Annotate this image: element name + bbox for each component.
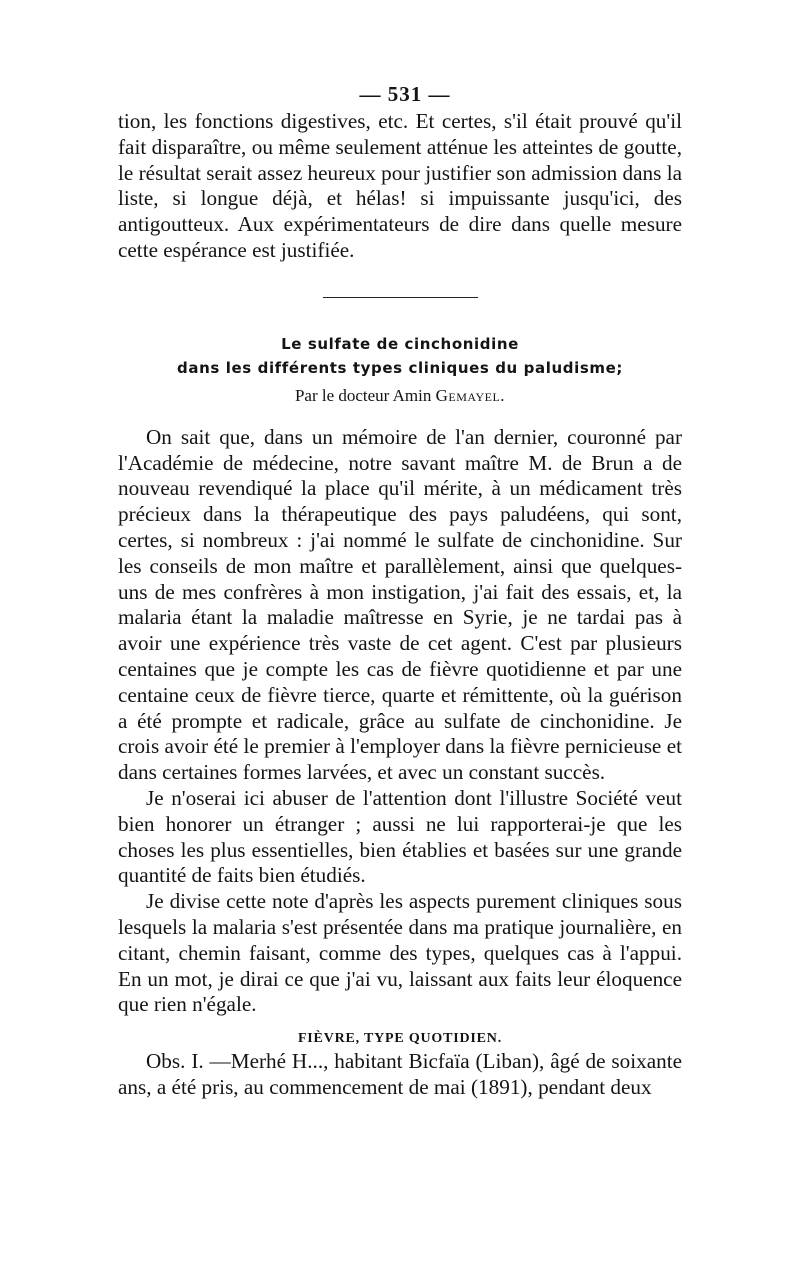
intro-paragraph: tion, les fonctions digestives, etc. Et certes, s'il était prouvé qu'il fait disparaître, ou même seulement atténue les atteintes de goutte, le résultat serait assez heureux pour justifier son admission dans la liste, si longue déjà, et hélas! si impuissante jusqu'ici, des antigoutteux. Aux expérimentateurs de dire dans quelle mesure cette espérance est justifiée. xyxy=(118,109,682,262)
article-title-line-1: Le sulfate de cinchonidine xyxy=(281,334,519,353)
article-title-line-2: dans les différents types cliniques du paludisme; xyxy=(177,358,623,377)
body-paragraph-3: Je divise cette note d'après les aspects purement cliniques sous lesquels la malaria s'est présentée dans ma pratique journalière, en citant, chemin faisant, comme des types, quelques cas à l'appui. En un mot, je dirai ce que j'ai vu, laissant aux faits leur éloquence que rien n'égale. xyxy=(118,889,682,1017)
byline-prefix: Par le docteur Amin xyxy=(294,385,436,405)
page-number: — 531 — xyxy=(359,82,451,106)
body-paragraph-1: On sait que, dans un mémoire de l'an dernier, couronné par l'Académie de médecine, notre savant maître M. de Brun a de nouveau revendiqué la place qu'il mérite, à un médicament très précieux dans la thérapeutique des pays paludéens, qui sont, certes, si nombreux : j'ai nommé le sulfate de cinchonidine. Sur les conseils de mon maître et parallèlement, ainsi que quelques-uns de mes confrères à mon instigation, j'ai fait des essais, et, la malaria étant la maladie maîtresse en Syrie, je ne tardai pas à avoir une expérience très vaste de cet agent. C'est par plusieurs centaines que je compte les cas de fièvre quotidienne et par une centaine ceux de fièvre tierce, quarte et rémittente, où la guérison a été prompte et radicale, grâce au sulfate de cinchonidine. Je crois avoir été le premier à l'employer dans la fièvre pernicieuse et dans certaines formes larvées, et avec un constant succès. xyxy=(118,424,682,785)
body-paragraph-2: Je n'oserai ici abuser de l'attention dont l'illustre Société veut bien honorer un étranger ; aussi ne lui rapporterai-je que les choses les plus essentielles, bien établies et basées sur une grande quantité de faits bien étudiés. xyxy=(118,785,682,888)
section-divider xyxy=(323,297,478,298)
article-byline xyxy=(118,384,682,408)
observation-paragraph: Obs. I. —Merhé H..., habitant Bicfaïa (Liban), âgé de soixante ans, a été pris, au commencement de mai (1891), pendant deux xyxy=(118,1049,682,1099)
byline-author: Gemayel. xyxy=(435,385,506,405)
book-page xyxy=(118,82,682,1101)
section-heading: FIÈVRE, TYPE QUOTIDIEN. xyxy=(297,1031,503,1047)
